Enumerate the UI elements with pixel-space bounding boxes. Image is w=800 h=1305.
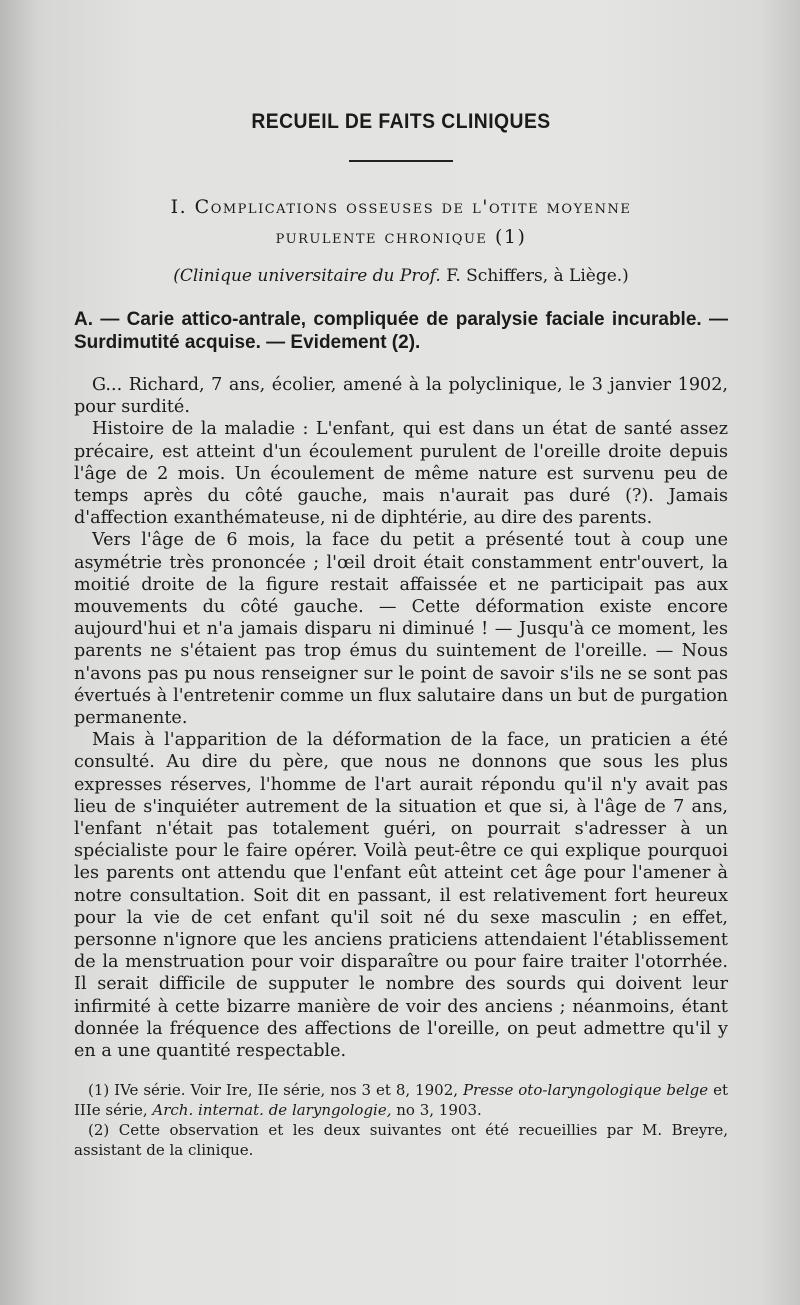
case-subheading: A. — Carie attico-antrale, compliquée de paralysie faciale incurable. — Surdimutité acquise. — Evidement (2).: [74, 309, 728, 353]
footnote-1-text: (1) IVe série. Voir Ire, IIe série, nos 3 et 8, 1902,: [88, 1081, 463, 1100]
section-heading-line2: purulente chronique (1): [275, 226, 527, 248]
footnote-1-journal: Presse oto-laryngologique belge: [462, 1081, 709, 1100]
paragraph: G... Richard, 7 ans, écolier, amené à la polyclinique, le 3 janvier 1902, pour surdité.: [74, 375, 728, 418]
footnote-1-mid: et IIIe série,: [74, 1081, 728, 1120]
footnote-1-journal2: Arch. internat. de laryngologie,: [152, 1101, 392, 1120]
clinic-suffix: F. Schiffers, à Liège.): [440, 266, 629, 286]
clinic-attribution: [74, 266, 728, 286]
footnotes: [74, 1080, 728, 1160]
footnote-2: (2) Cette observation et les deux suivantes ont été recueillies par M. Breyre, assistant de la clinique.: [74, 1121, 728, 1160]
title-rule: [349, 160, 453, 162]
clinic-prefix: (Clinique universitaire du Prof.: [173, 266, 441, 286]
page-title: RECUEIL DE FAITS CLINIQUES: [251, 110, 551, 133]
footnote-1-end: no 3, 1903.: [391, 1101, 482, 1120]
page-content: [74, 100, 728, 1160]
section-heading: [74, 192, 728, 252]
section-heading-line1: I. Complications osseuses de l'otite moyenne: [170, 196, 632, 218]
paragraph: Histoire de la maladie : L'enfant, qui est dans un état de santé assez précaire, est atteint d'un écoulement purulent de l'oreille droite depuis l'âge de 2 mois. Un écoulement de même nature est survenu peu de temps après du côté gauche, mais n'aurait pas duré (?). Jamais d'affection exanthémateuse, ni de diphtérie, au dire des parents.: [74, 419, 728, 529]
footnote-1: [74, 1080, 728, 1120]
paragraph: Vers l'âge de 6 mois, la face du petit a présenté tout à coup une asymétrie très prononcée ; l'œil droit était constamment entr'ouvert, la moitié droite de la figure restait affaissée et ne participait pas aux mouvements du côté gauche. — Cette déformation existe encore aujourd'hui et n'a jamais disparu ni diminué ! — Jusqu'à ce moment, les parents ne s'étaient pas trop émus du suintement de l'oreille. — Nous n'avons pas pu nous renseigner sur le point de savoir s'ils ne se sont pas évertués à l'entretenir comme un flux salutaire dans un but de purgation permanente.: [74, 530, 728, 729]
body-text: [74, 374, 728, 1062]
paragraph: Mais à l'apparition de la déformation de la face, un praticien a été consulté. Au dire du père, que nous ne donnons que sous les plus expresses réserves, l'homme de l'art aurait répondu qu'il n'y avait pas lieu de s'inquiéter autrement de la situation et que si, à l'âge de 7 ans, l'enfant n'était pas totalement guéri, on pourrait s'adresser à un spécialiste pour le faire opérer. Voilà peut-être ce qui explique pourquoi les parents ont attendu que l'enfant eût atteint cet âge pour l'amener à notre consultation. Soit dit en passant, il est relativement fort heureux pour la vie de cet enfant qu'il soit né du sexe masculin ; en effet, personne n'ignore que les anciens praticiens attendaient l'établissement de la menstruation pour voir disparaître ou pour faire traiter l'otorrhée. Il serait difficile de supputer le nombre des sourds qui doivent leur infirmité à cette bizarre manière de voir des anciens ; néanmoins, étant donnée la fréquence des affections de l'oreille, on peut admettre qu'il y en a une quantité respectable.: [74, 730, 728, 1062]
